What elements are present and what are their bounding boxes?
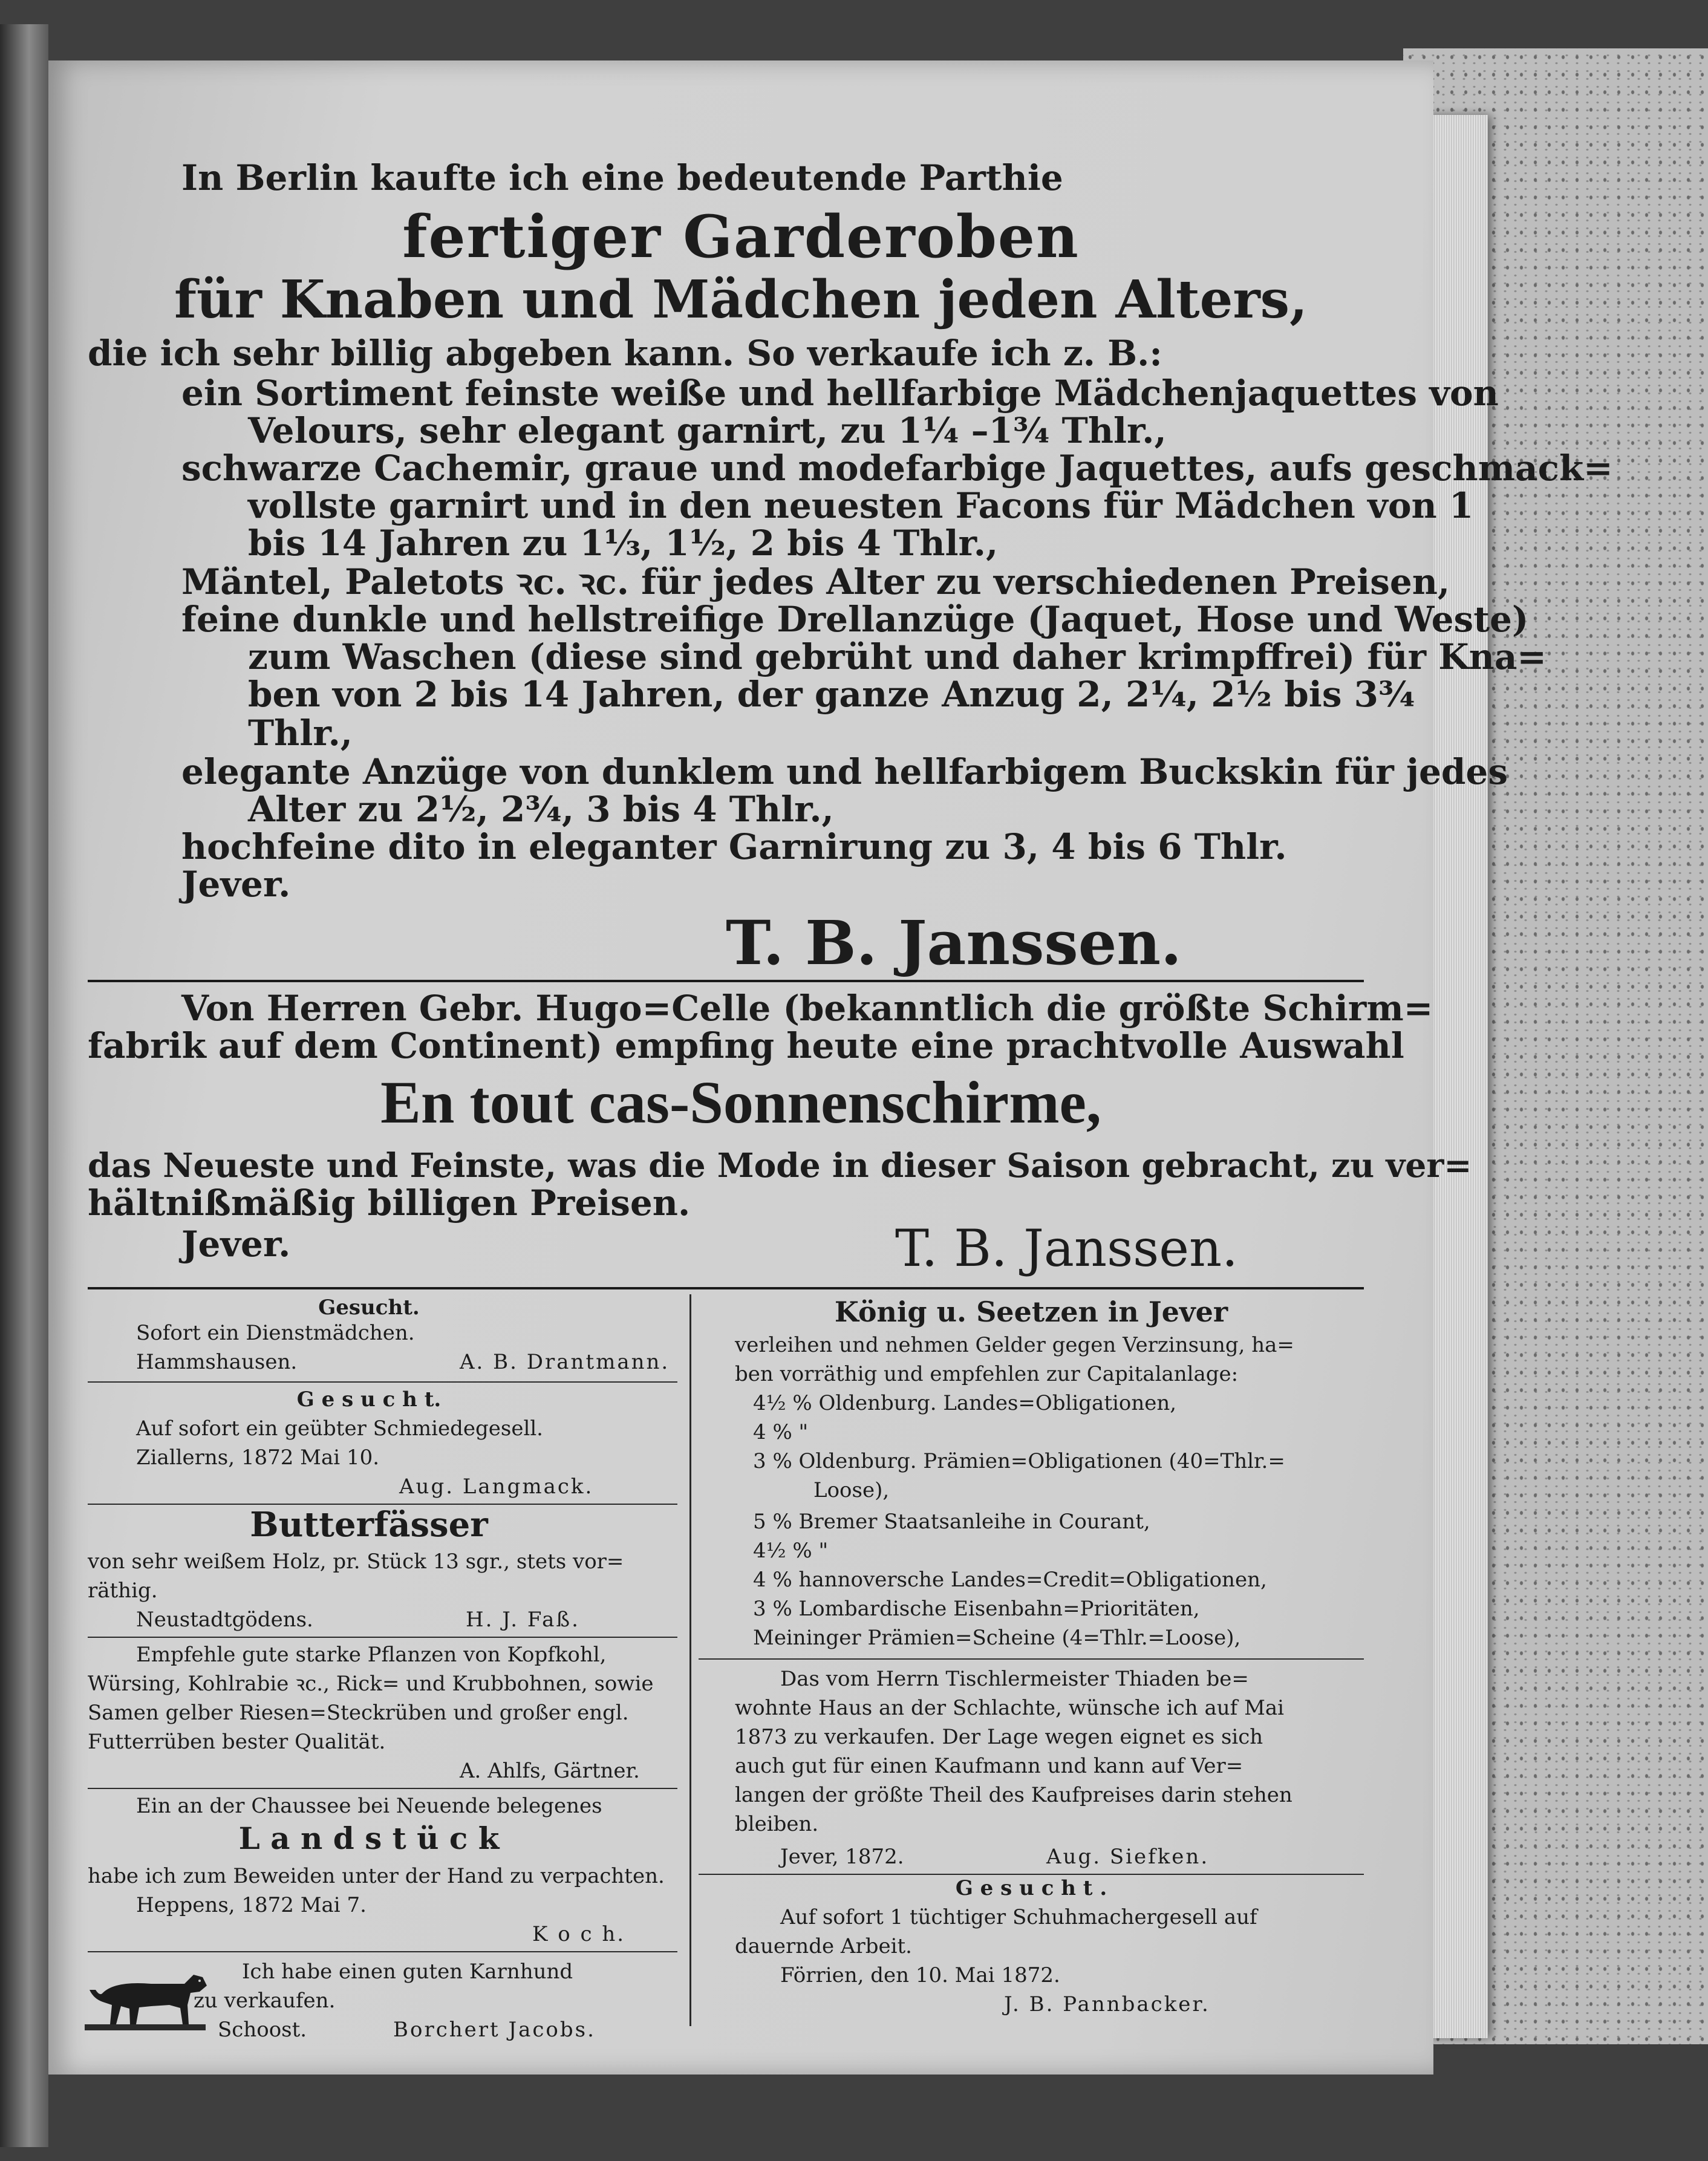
butter-title: Butterfässer (250, 1505, 488, 1545)
clothing-item: Thlr., (248, 712, 353, 754)
umbrella-line: fabrik auf dem Continent) empfing heute eine prachtvolle Auswahl (88, 1025, 1404, 1066)
gesucht-date: Förrien, den 10. Mai 1872. (780, 1963, 1060, 1987)
bank-item: 4½ % Oldenburg. Landes=Obligationen, (753, 1391, 1177, 1415)
gesucht-name: A. B. Drantmann. (460, 1350, 670, 1374)
section-divider (88, 980, 1364, 982)
dog-place: Schoost. (218, 2018, 307, 2042)
bank-item: 4 % hannoversche Landes=Credit=Obligationen, (753, 1568, 1267, 1592)
gesucht-title: G e s u c h t . (955, 1876, 1107, 1900)
clothing-item: vollste garnirt und in den neuesten Facons für Mädchen von 1 (248, 485, 1474, 526)
butter-name: H. J. Faß. (466, 1608, 580, 1632)
clothing-place: Jever. (181, 864, 291, 905)
bank-item: 3 % Lombardische Eisenbahn=Prioritäten, (753, 1597, 1200, 1621)
gesucht-date: Ziallerns, 1872 Mai 10. (136, 1446, 380, 1470)
gesucht-title: G e s u c h t. (296, 1387, 442, 1412)
house-text: langen der größte Theil des Kaufpreises darin stehen (735, 1783, 1292, 1807)
land-text: Ein an der Chaussee bei Neuende belegenes (136, 1794, 602, 1818)
gesucht-name: Aug. Langmack. (399, 1475, 594, 1499)
clothing-subheadline: für Knaben und Mädchen jeden Alters, (174, 269, 1308, 330)
house-text: auch gut für einen Kaufmann und kann auf Ver= (735, 1754, 1244, 1778)
gesucht-text: dauernde Arbeit. (735, 1934, 912, 1958)
gesucht-name: J. B. Pannbacker. (1004, 1992, 1210, 2016)
umbrella-signature: T. B. Janssen. (895, 1219, 1238, 1278)
clothing-item: schwarze Cachemir, graue und modefarbige Jaquettes, aufs geschmack= (181, 448, 1613, 489)
bank-item: Loose), (813, 1478, 890, 1502)
house-place: Jever, 1872. (780, 1845, 904, 1869)
bank-item: 4½ % " (753, 1539, 829, 1563)
book-binding-left (0, 24, 48, 2147)
gesucht-text: Sofort ein Dienstmädchen. (136, 1321, 415, 1345)
house-text: bleiben. (735, 1812, 819, 1836)
section-divider (88, 1287, 1364, 1289)
clothing-item: ein Sortiment feinste weiße und hellfarbige Mädchenjaquettes von (181, 373, 1499, 414)
gesucht-text: Auf sofort ein geübter Schmiedegesell. (136, 1416, 543, 1441)
clothing-item: hochfeine dito in eleganter Garnirung zu 3, 4 bis 6 Thlr. (181, 826, 1287, 867)
clothing-item: Alter zu 2½, 2¾, 3 bis 4 Thlr., (248, 789, 834, 830)
gesucht-title: Gesucht. (318, 1296, 420, 1320)
column-divider (689, 1294, 691, 2026)
clothing-signature: T. B. Janssen. (726, 907, 1182, 979)
umbrella-line: hältnißmäßig billigen Preisen. (88, 1182, 691, 1224)
dog-text: zu verkaufen. (194, 1989, 336, 2013)
plants-text: Samen gelber Riesen=Steckrüben und großer engl. (88, 1701, 629, 1725)
newspaper-page (48, 60, 1613, 2075)
plants-text: Empfehle gute starke Pflanzen von Kopfkohl, (136, 1643, 607, 1667)
land-text: habe ich zum Beweiden unter der Hand zu verpachten. (88, 1864, 665, 1888)
house-name: Aug. Siefken. (1046, 1845, 1210, 1869)
clothing-item: feine dunkle und hellstreifige Drellanzüge (Jaquet, Hose und Weste) (181, 599, 1529, 640)
bank-item: 3 % Oldenburg. Prämien=Obligationen (40=Thlr.= (753, 1449, 1285, 1473)
butter-place: Neustadtgödens. (136, 1608, 313, 1632)
land-name: K o c h. (532, 1922, 626, 1946)
bank-item: Meininger Prämien=Scheine (4=Thlr.=Loose), (753, 1626, 1241, 1650)
plants-text: Futterrüben bester Qualität. (88, 1730, 386, 1754)
land-title: L a n d s t ü c k (238, 1820, 500, 1856)
clothing-line: die ich sehr billig abgeben kann. So verkaufe ich z. B.: (88, 333, 1162, 374)
clothing-item: zum Waschen (diese sind gebrüht und daher krimpffrei) für Kna= (248, 636, 1547, 677)
clothing-intro: In Berlin kaufte ich eine bedeutende Parthie (181, 157, 1063, 198)
umbrella-place: Jever. (181, 1224, 291, 1265)
clothing-item: bis 14 Jahren zu 1⅓, 1½, 2 bis 4 Thlr., (248, 523, 999, 564)
house-text: 1873 zu verkaufen. Der Lage wegen eignet es sich (735, 1725, 1263, 1749)
clothing-item: elegante Anzüge von dunklem und hellfarbigem Buckskin für jedes (181, 751, 1508, 792)
bank-item: 4 % " (753, 1420, 809, 1444)
bank-text: ben vorräthig und empfehlen zur Capitalanlage: (735, 1362, 1239, 1386)
bank-item: 5 % Bremer Staatsanleihe in Courant, (753, 1510, 1150, 1534)
clothing-item: Velours, sehr elegant garnirt, zu 1¼ –1¾ Thlr., (248, 410, 1167, 451)
house-text: Das vom Herrn Tischlermeister Thiaden be= (780, 1667, 1249, 1691)
umbrella-line: Von Herren Gebr. Hugo=Celle (bekanntlich die größte Schirm= (181, 988, 1433, 1029)
butter-text: räthig. (88, 1579, 158, 1603)
umbrella-line: das Neueste und Feinste, was die Mode in dieser Saison gebracht, zu ver= (88, 1146, 1472, 1185)
umbrella-headline: En tout cas-Sonnenschirme, (380, 1069, 1101, 1136)
bank-title: König u. Seetzen in Jever (834, 1296, 1228, 1328)
butter-text: von sehr weißem Holz, pr. Stück 13 sgr., stets vor= (88, 1550, 624, 1574)
land-date: Heppens, 1872 Mai 7. (136, 1893, 367, 1917)
dog-text: Ich habe einen guten Karnhund (242, 1960, 573, 1984)
clothing-item: Mäntel, Paletots ꝛc. ꝛc. für jedes Alter zu verschiedenen Preisen, (181, 561, 1450, 602)
plants-name: A. Ahlfs, Gärtner. (460, 1759, 640, 1783)
gesucht-text: Auf sofort 1 tüchtiger Schuhmachergesell auf (780, 1905, 1257, 1929)
plants-text: Würsing, Kohlrabie ꝛc., Rick= und Krubbohnen, sowie (88, 1672, 654, 1696)
house-text: wohnte Haus an der Schlachte, wünsche ich auf Mai (735, 1696, 1285, 1720)
clothing-headline: fertiger Garderoben (402, 203, 1080, 271)
bank-text: verleihen und nehmen Gelder gegen Verzinsung, ha= (735, 1333, 1294, 1357)
gesucht-place: Hammshausen. (136, 1350, 298, 1374)
clothing-item: ben von 2 bis 14 Jahren, der ganze Anzug 2, 2¼, 2½ bis 3¾ (248, 674, 1415, 715)
dog-name: Borchert Jacobs. (393, 2018, 596, 2042)
